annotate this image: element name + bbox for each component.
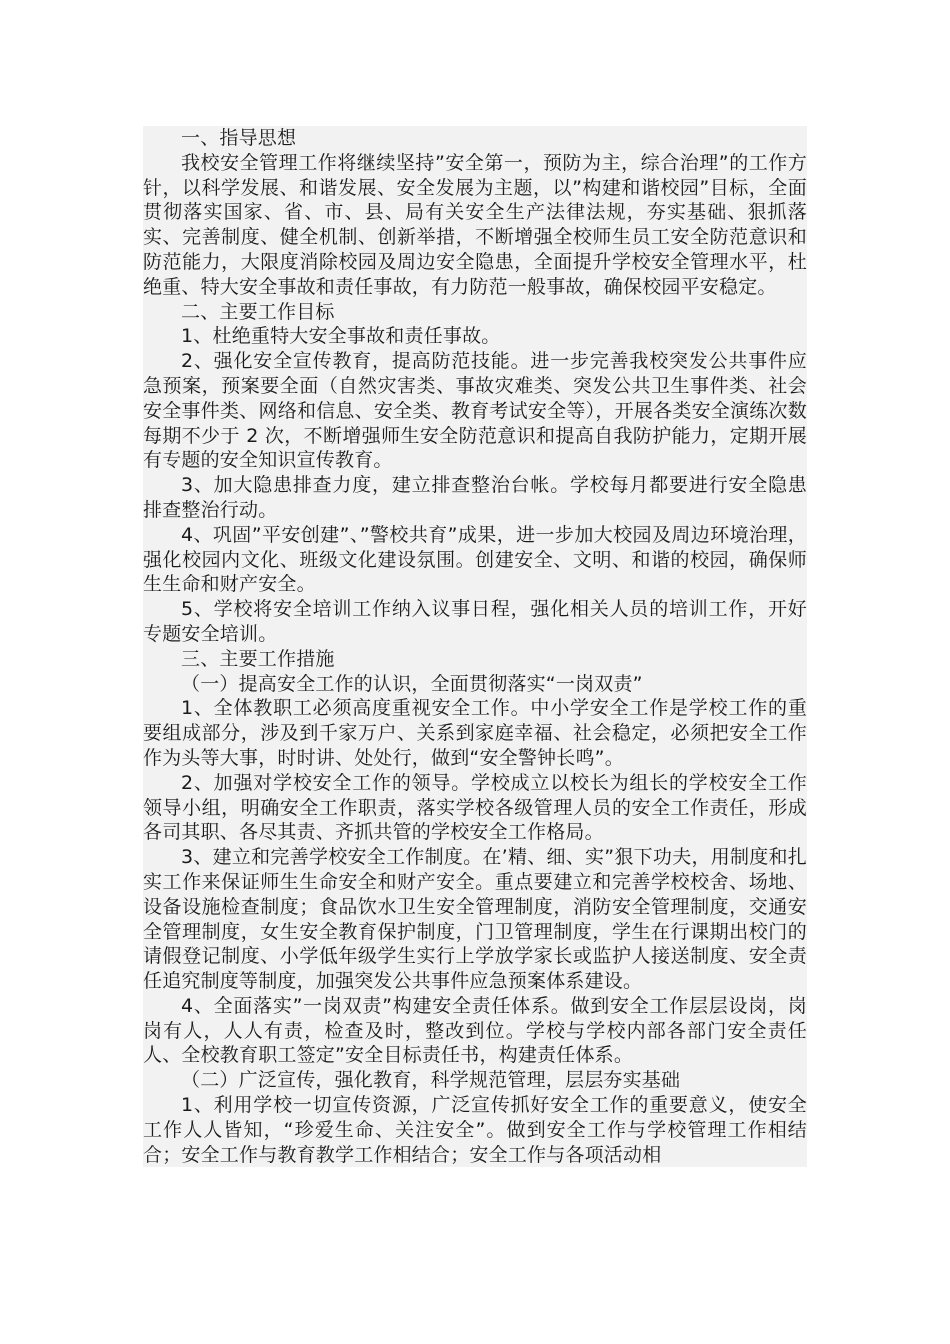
publicity-item-1: 1、利用学校一切宣传资源，广泛宣传抓好安全工作的重要意义，使安全工作人人皆知，“珍爱生命、关注安全”。做到安全工作与学校管理工作相结合；安全工作与教育教学工作相结合；安全工作与各项活动相 [143,1094,807,1166]
measure-item-1: 1、全体教职工必须高度重视安全工作。中小学安全工作是学校工作的重要组成部分，涉及到千家万户、关系到家庭幸福、社会稳定，必须把安全工作作为头等大事，时时讲、处处行，做到“安全警钟长鸣”。 [143,697,807,769]
goal-item-3: 3、加大隐患排查力度，建立排查整治台帐。学校每月都要进行安全隐患排查整治行动。 [143,474,807,521]
measure-item-2: 2、加强对学校安全工作的领导。学校成立以校长为组长的学校安全工作领导小组，明确安全工作职责，落实学校各级管理人员的安全工作责任，形成各司其职、各尽其责、齐抓共管的学校安全工作格局。 [143,771,807,844]
goal-item-5: 5、学校将安全培训工作纳入议事日程，强化相关人员的培训工作，开好专题安全培训。 [143,598,807,645]
measure-item-3: 3、建立和完善学校安全工作制度。在’精、细、实”狠下功夫，用制度和扎实工作来保证师生生命安全和财产安全。重点要建立和完善学校校舍、场地、设备设施检查制度；食品饮水卫生安全管理制度，消防安全管理制度，交通安全管理制度，女生安全教育保护制度，门卫管理制度，学生在行课期出校门的请假登记制度、小学低年级学生实行上学放学家长或监护人接送制度、安全责任追究制度等制度，加强突发公共事件应急预案体系建设。 [143,846,807,993]
goal-item-4: 4、巩固”平安创建”、”警校共育”成果，进一步加大校园及周边环境治理，强化校园内文化、班级文化建设氛围。创建安全、文明、和谐的校园，确保师生生命和财产安全。 [143,523,807,596]
subsection-heading-1: （一）提高安全工作的认识，全面贯彻落实“一岗双责” [181,672,643,695]
section-heading-main-measures: 三、主要工作措施 [181,647,335,670]
subsection-heading-2: （二）广泛宣传，强化教育，科学规范管理，层层夯实基础 [181,1069,681,1092]
measure-item-4: 4、全面落实”一岗双责”构建安全责任体系。做到安全工作层层设岗，岗岗有人，人人有责，检查及时，整改到位。学校与学校内部各部门安全责任人、全校教育职工签定”安全目标责任书，构建责任体系。 [143,994,807,1067]
goal-item-2: 2、强化安全宣传教育，提高防范技能。进一步完善我校突发公共事件应急预案，预案要全面（自然灾害类、事故灾难类、突发公共卫生事件类、社会安全事件类、网络和信息、安全类、教育考试安全等），开展各类安全演练次数每期不少于 2 次，不断增强师生安全防范意识和提高自我防护能力，定期开展有专题的安全知识宣传教育。 [143,350,807,472]
document-body [143,126,807,1167]
section-heading-guiding-ideology: 一、指导思想 [181,127,297,149]
paragraph-guiding-ideology: 我校安全管理工作将继续坚持”安全第一，预防为主，综合治理”的工作方针，以科学发展、和谐发展、安全发展为主题，以”构建和谐校园”目标，全面贯彻落实国家、省、市、县、局有关安全生产法律法规，夯实基础、狠抓落实、完善制度、健全机制、创新举措，不断增强全校师生员工安全防范意识和防范能力，大限度消除校园及周边安全隐患，全面提升学校安全管理水平，杜绝重、特大安全事故和责任事故，有力防范一般事故，确保校园平安稳定。 [143,151,807,298]
goal-item-1: 1、杜绝重特大安全事故和责任事故。 [181,325,501,348]
section-heading-main-goals: 二、主要工作目标 [181,300,335,323]
